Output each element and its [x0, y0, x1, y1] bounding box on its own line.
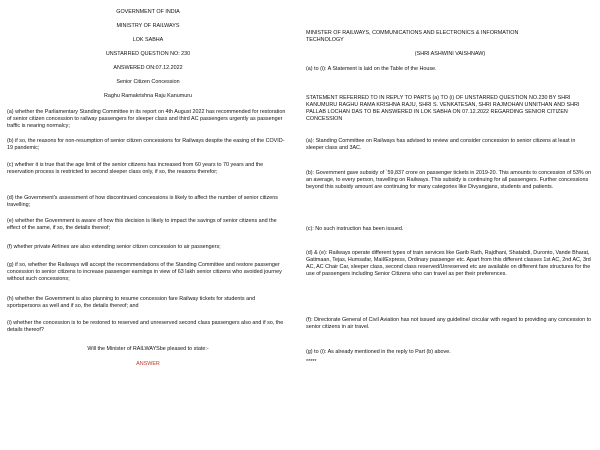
- answer-item: (c): No such instruction has been issued.: [306, 226, 404, 232]
- question-item: (i) whether the concession is to be restored to reserved and unreserved second class passengers also and if so, the details thereof?: [7, 320, 284, 333]
- question-item: (c) whether it is true that the age limit of the senior citizens has increased from 60 years to 70 years and the reservation process is restricted to second sleeper class only, if so, the reasons therefor;: [7, 162, 264, 175]
- answer-item: (f): Directorate General of Civil Aviation has not issued any guideline/ circular with regard to providing any concession to senior citizens in air travel.: [306, 317, 592, 330]
- question-item: (e) whether the Government is aware of how this decision is likely to impact the savings of senior citizens and the effect of the same, if so, the details thereof;: [7, 218, 277, 231]
- reply-intro: (a) to (i): A Statement is laid on the Table of the House.: [306, 66, 437, 72]
- header-line: UNSTARRED QUESTION NO: 230: [105, 51, 191, 57]
- header-line: MINISTRY OF RAILWAYS: [116, 23, 180, 29]
- answer-label: ANSWER: [136, 361, 160, 367]
- question-item: (f) whether private Airlines are also extending senior citizen concession to air passengers;: [7, 244, 221, 250]
- answer-item: (a): Standing Committee on Railways has advised to review and consider concession to senior citizens at least in sleeper class and 3AC.: [306, 138, 576, 151]
- header-line: ANSWERED ON:07.12.2022: [113, 65, 183, 71]
- answer-item: (b): Government gave subsidy of `59,837 crore on passenger tickets in 2019-20. This amounts to concession of 53% on an average, to every person, travelling on Railways. This subsidy is continuing for all passengers. Further concessions beyond this subsidy amount are continuing for many categories like Divyangjans, students and patients.: [306, 170, 592, 190]
- question-item: (h) whether the Government is also planning to resume concession fare Railway tickets for students and sportspersons as well and if so, the details thereof; and: [7, 296, 256, 309]
- statement-heading: STATEMENT REFERRED TO IN REPLY TO PARTS (a) TO (i) OF UNSTARRED QUESTION NO.230 BY SHRI KANUMURU RAGHU RAMA KRISHNA RAJU, SHRI S. VENKATESAN, SHRI RAJMOHAN UNNITHAN AND SHRI PALLAB LOCHAN DAS TO BE ANSWERED IN LOK SABHA ON 07.12.2022 REGARDING SENIOR CITIZEN CONCESSION: [306, 95, 580, 122]
- answer-item: (d) & (e): Railways operate different types of train services like Garib Rath, Rajdhani, Shatabdi, Duronto, Vande Bharat, Gatimaan, Tejas, Humsafar, Mail/Express, Ordinary passenger etc. Apart from this different classes 1st AC, 2nd AC, 3rd AC, AC Chair Car, sleeper class, second class reserved/Unreserved etc are available on different fare structures for the use of passengers including Senior Citizens who can travel as per their preferences.: [306, 250, 591, 277]
- header-line: Raghu Ramakrishna Raju Kanumuru: [103, 93, 193, 99]
- question-item: (a) whether the Parliamentary Standing Committee in its report on 4th August 2022 has recommended for restoration of senior citizen concession to railway passengers for sleeper class and third AC passengers urgently as passenger traffic is nearing normalcy;: [7, 109, 286, 129]
- answer-item: (g) to (i): As already mentioned in the reply to Part (b) above.: [306, 349, 451, 355]
- minister-name: (SHRI ASHWINI VAISHNAW): [414, 51, 486, 57]
- header-line: Senior Citizen Concession: [116, 79, 180, 85]
- question-item: (g) if so, whether the Railways will accept the recommendations of the Standing Committee and restore passenger concession to senior citizens to increase passenger earnings in view of 63 lakh senior citizens who avoided journey without such concessions;: [7, 262, 282, 282]
- question-item: (b) if so, the reasons for non-resumption of senior citizen concessions for Railways despite the easing of the COVID-19 pandemic;: [7, 138, 285, 151]
- question-item: (d) the Government's assessment of how discontinued concessions is likely to affect the number of senior citizens travelling;: [7, 195, 278, 208]
- end-mark: *****: [306, 359, 317, 365]
- minister-title: MINISTER OF RAILWAYS, COMMUNICATIONS AND ELECTRONICS & INFORMATION TECHNOLOGY: [306, 30, 519, 43]
- header-line: LOK SABHA: [132, 37, 164, 43]
- header-line: GOVERNMENT OF INDIA: [116, 9, 180, 15]
- closing-line: Will the Minister of RAILWAYSbe pleased to state:-: [87, 346, 209, 352]
